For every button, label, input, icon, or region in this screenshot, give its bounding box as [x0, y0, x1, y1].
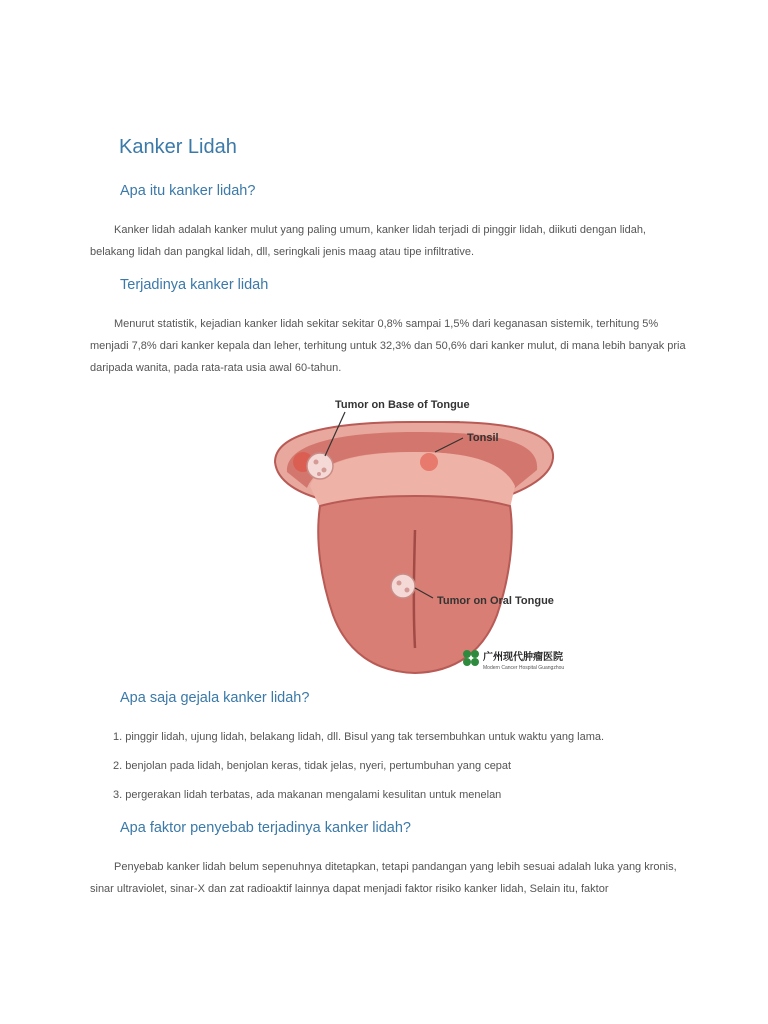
paragraph-occurrence: Menurut statistik, kejadian kanker lidah sekitar sekitar 0,8% sampai 1,5% dari keganasan sistemik, terhitung 5% menjadi 7,8% dari kanker kepala dan leher, terhitung untuk 32,3% dan 50,6% dari kanker mulut, di mana lebih banyak pria daripada wanita, pada rata-rata usia awal 60-tahun. [90, 318, 686, 374]
label-base-tumor: Tumor on Base of Tongue [335, 399, 470, 411]
tongue-diagram [265, 390, 585, 680]
oral-tongue-tumor [391, 574, 415, 598]
list-item: 1. pinggir lidah, ujung lidah, belakang lidah, dll. Bisul yang tak tersembuhkan untuk waktu yang lama. [113, 731, 605, 743]
right-tonsil [420, 453, 438, 471]
paragraph-causes: Penyebab kanker lidah belum sepenuhnya ditetapkan, tetapi pandangan yang lebih sesuai adalah luka yang kronis, sinar ultraviolet, sinar-X dan zat radioaktif lainnya dapat menjadi faktor risiko kanker lidah, Selain itu, faktor [90, 861, 677, 895]
tongue-illustration [265, 390, 585, 680]
list-item: 3. pergerakan lidah terbatas, ada makanan mengalami kesulitan untuk menelan [113, 789, 502, 801]
section-heading-causes: Apa faktor penyebab terjadinya kanker lidah? [120, 820, 411, 836]
label-oral-tumor: Tumor on Oral Tongue [437, 595, 554, 607]
section-heading-occurrence: Terjadinya kanker lidah [120, 277, 269, 293]
page-title: Kanker Lidah [119, 136, 237, 158]
list-item: 2. benjolan pada lidah, benjolan keras, tidak jelas, nyeri, pertumbuhan yang cepat [113, 760, 512, 772]
hospital-logo [463, 650, 564, 671]
paragraph-what-is: Kanker lidah adalah kanker mulut yang paling umum, kanker lidah terjadi di pinggir lidah, diikuti dengan lidah, belakang lidah dan pangkal lidah, dll, seringkali jenis maag atau tipe infiltrative. [90, 224, 646, 258]
label-tonsil: Tonsil [467, 432, 499, 444]
section-heading-what-is: Apa itu kanker lidah? [120, 183, 256, 199]
hospital-name-cn: 广州现代肿瘤医院 [483, 652, 563, 663]
hospital-name-en: Modern Cancer Hospital Guangzhou [483, 665, 565, 671]
section-heading-symptoms: Apa saja gejala kanker lidah? [120, 690, 310, 706]
